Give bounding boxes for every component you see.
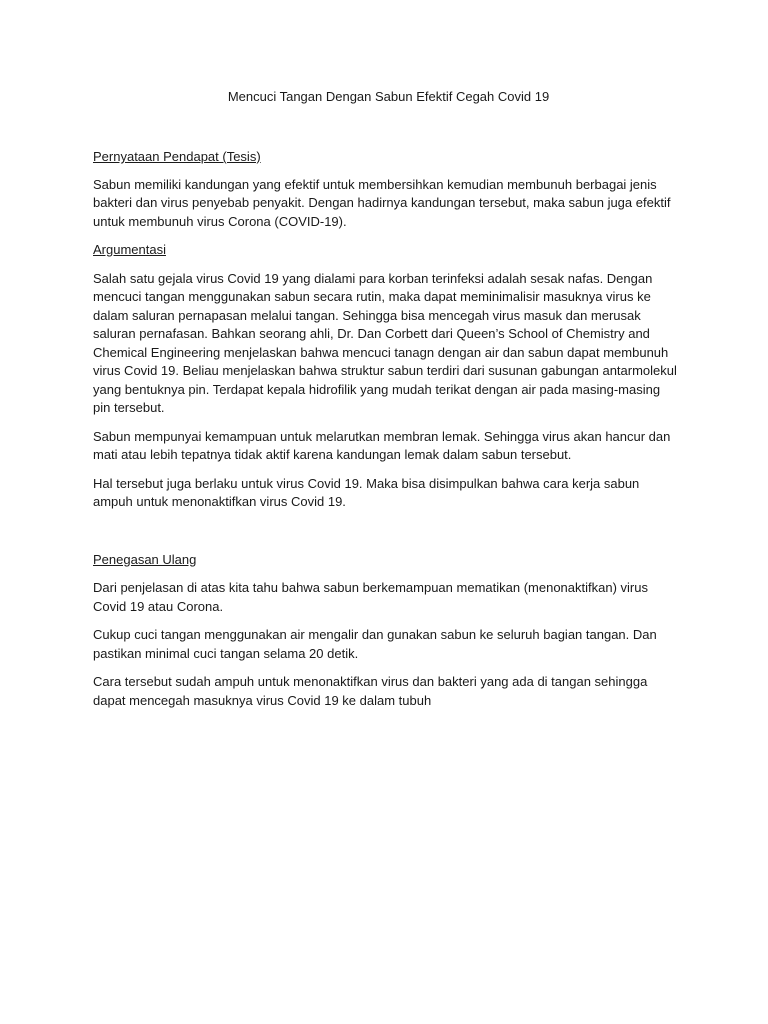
document-body bbox=[93, 88, 678, 710]
section-heading-penegasan-ulang: Penegasan Ulang bbox=[93, 551, 197, 567]
paragraph-argumentasi-2: Sabun mempunyai kemampuan untuk melarutkan membran lemak. Sehingga virus akan hancur dan mati atau lebih tepatnya tidak aktif karena kandungan lemak dalam sabun tersebut. bbox=[93, 428, 671, 462]
paragraph-penegasan-3: Cara tersebut sudah ampuh untuk menonaktifkan virus dan bakteri yang ada di tangan sehingga dapat mencegah masuknya virus Covid 19 ke dalam tubuh bbox=[93, 674, 648, 708]
paragraph-argumentasi-1: Salah satu gejala virus Covid 19 yang dialami para korban terinfeksi adalah sesak nafas. Dengan mencuci tangan menggunakan sabun secara rutin, maka dapat meminimalisir masuknya virus ke dalam saluran pernapasan melalui tangan. Sehingga bisa mencegah virus masuk dan merusak saluran pernafasan. Bahkan seorang ahli, Dr. Dan Corbett dari Queen’s School of Chemistry and Chemical Engineering menjelaskan bahwa mencuci tanagn dengan air dan sabun dapat membunuh virus Covid 19. Beliau menjelaskan bahwa struktur sabun terdiri dari susunan gabungan antarmolekul yang bentuknya pin. Terdapat kepala hidrofilik yang mudah terikat dengan air pada masing-masing pin tersebut. bbox=[93, 270, 677, 415]
paragraph-argumentasi-3: Hal tersebut juga berlaku untuk virus Covid 19. Maka bisa disimpulkan bahwa cara kerja sabun ampuh untuk menonaktifkan virus Covid 19. bbox=[93, 475, 640, 509]
paragraph-penegasan-2: Cukup cuci tangan menggunakan air mengalir dan gunakan sabun ke seluruh bagian tangan. Dan pastikan minimal cuci tangan selama 20 detik. bbox=[93, 627, 657, 661]
paragraph-penegasan-1: Dari penjelasan di atas kita tahu bahwa sabun berkemampuan mematikan (menonaktifkan) virus Covid 19 atau Corona. bbox=[93, 580, 648, 614]
document-title: Mencuci Tangan Dengan Sabun Efektif Cegah Covid 19 bbox=[227, 89, 550, 104]
paragraph-tesis: Sabun memiliki kandungan yang efektif untuk membersihkan kemudian membunuh berbagai jenis bakteri dan virus penyebab penyakit. Dengan hadirnya kandungan tersebut, maka sabun juga efektif untuk membunuh virus Corona (COVID-19). bbox=[93, 176, 671, 229]
section-heading-tesis: Pernyataan Pendapat (Tesis) bbox=[93, 149, 261, 164]
section-heading-argumentasi: Argumentasi bbox=[93, 242, 166, 257]
